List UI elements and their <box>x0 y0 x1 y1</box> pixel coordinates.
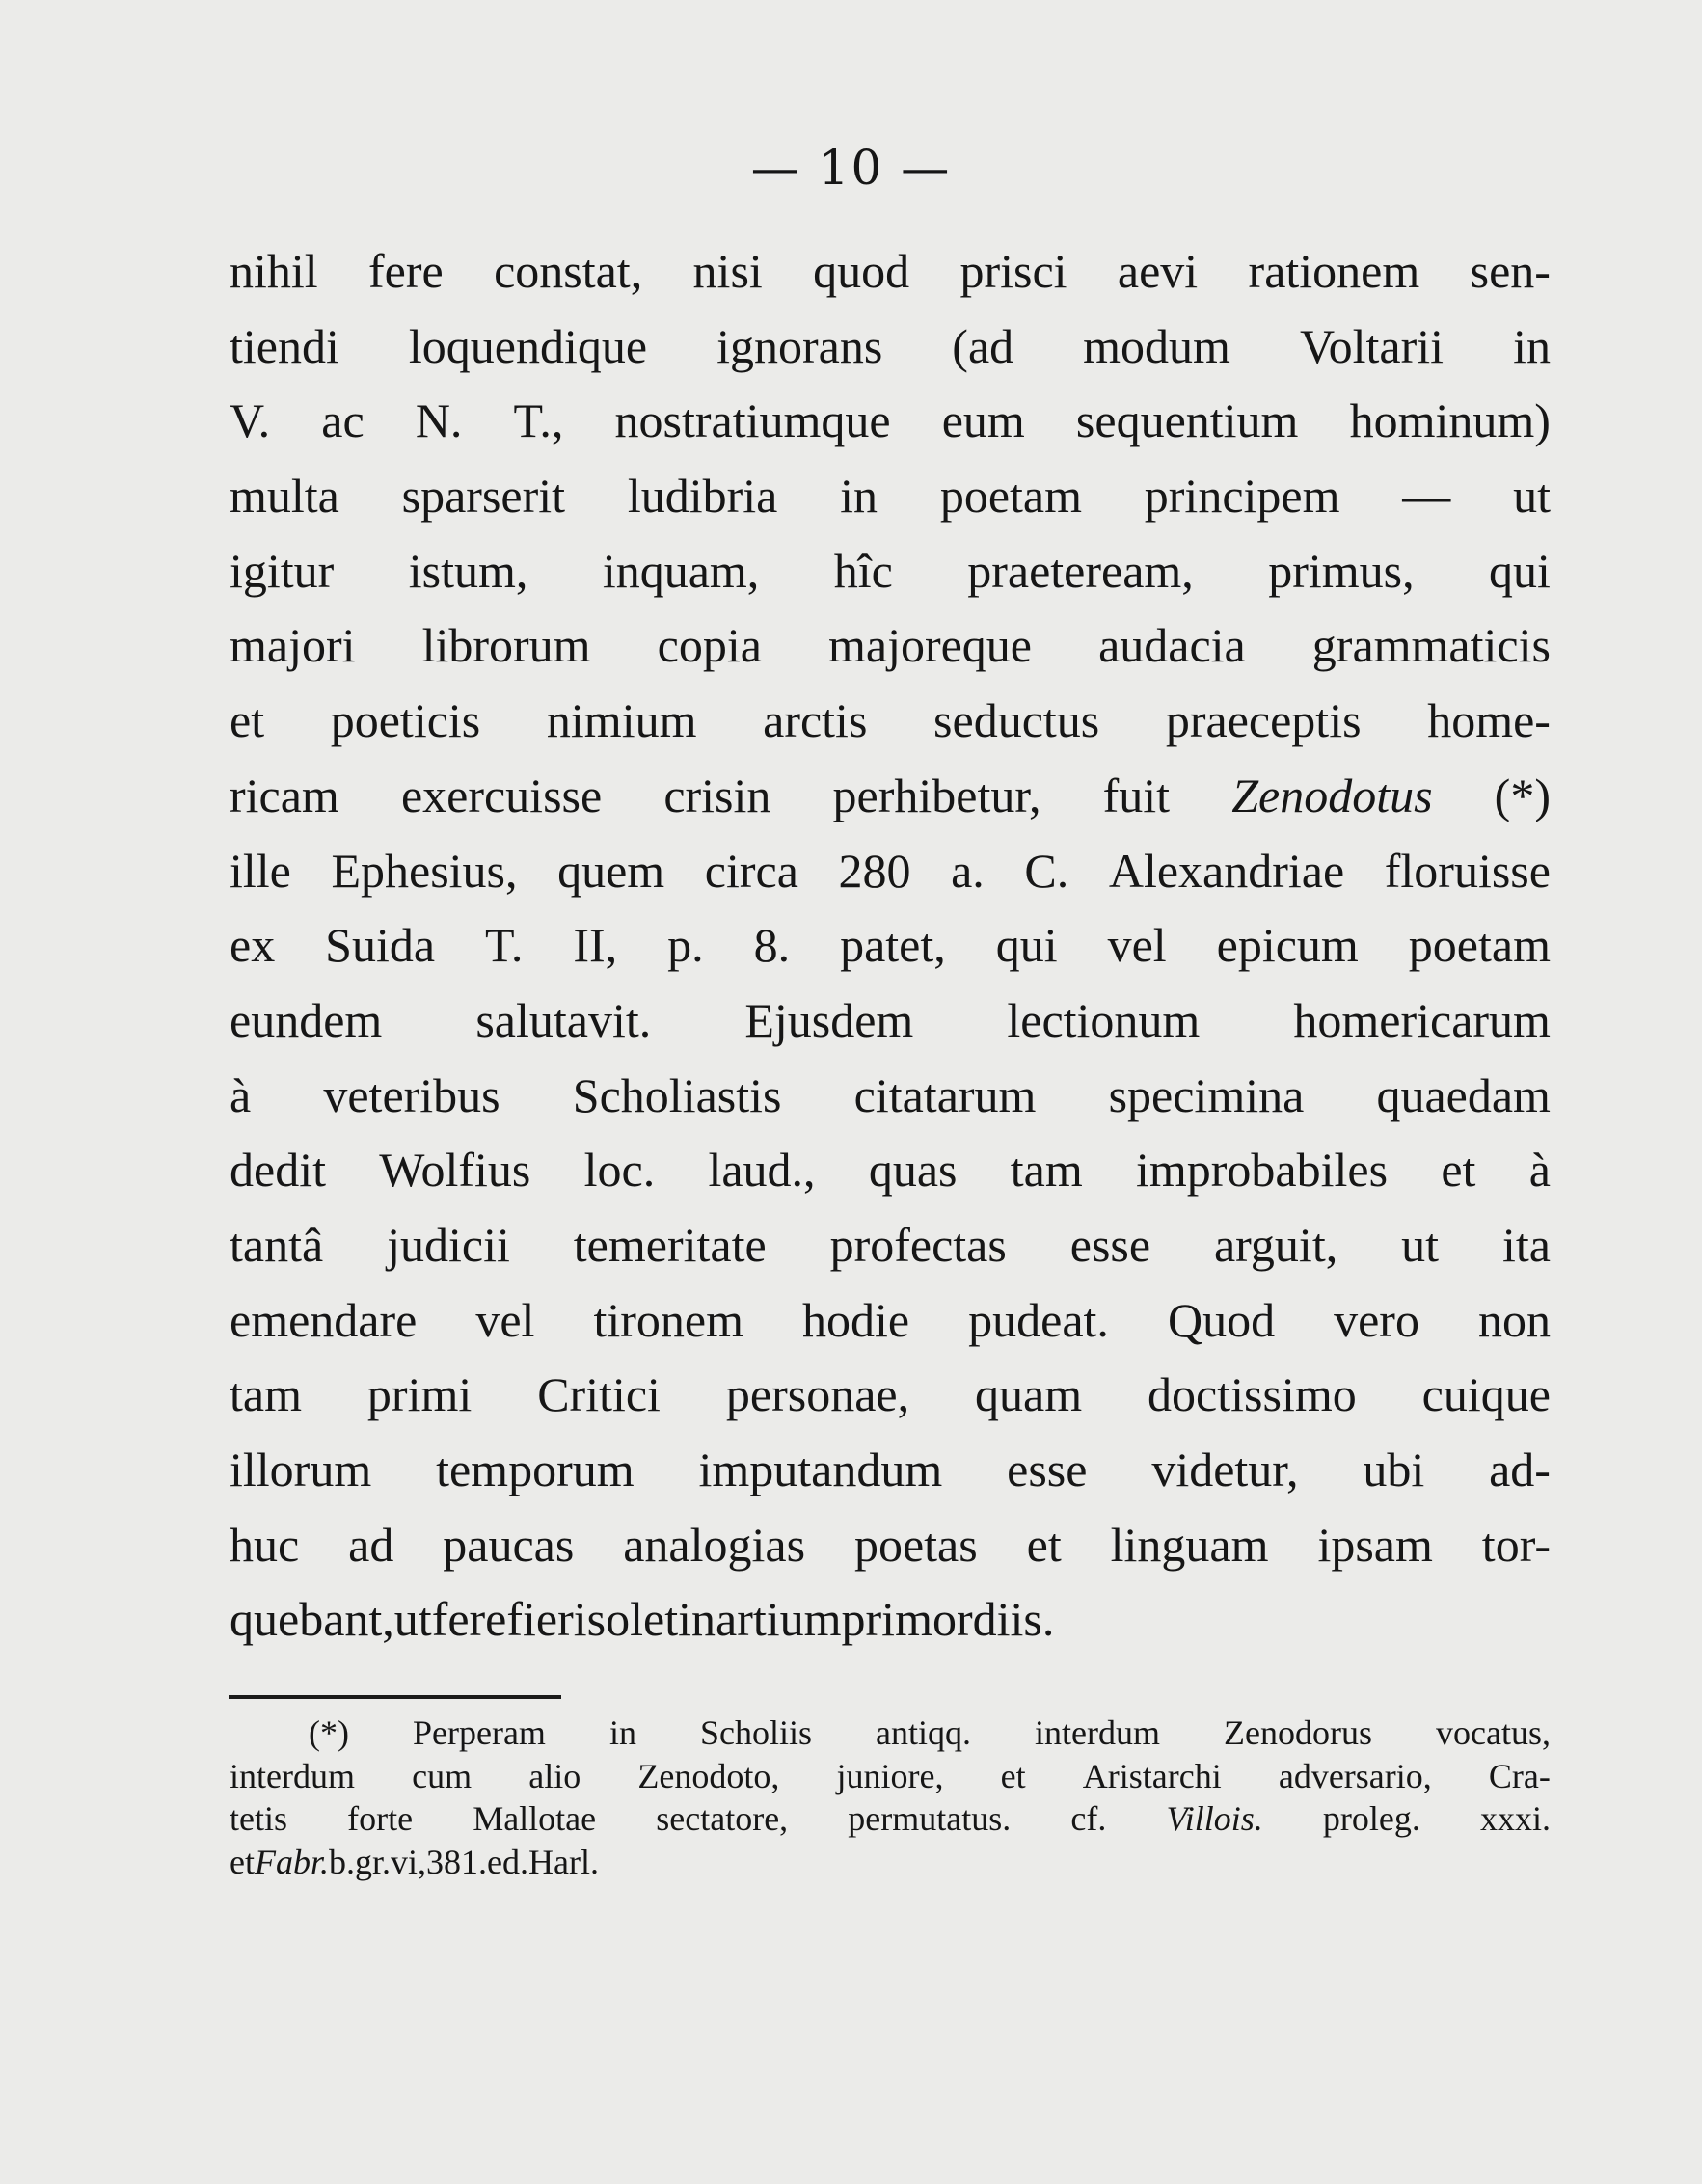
word: quebant, <box>230 1592 394 1647</box>
body-line <box>230 534 1551 609</box>
word: antiqq. <box>876 1713 971 1752</box>
word: in <box>1513 318 1551 373</box>
word: homericarum <box>1293 992 1551 1047</box>
word: poetam <box>1408 918 1551 973</box>
word: principem <box>1144 469 1340 524</box>
word: Aristarchi <box>1082 1756 1222 1795</box>
word: cf. <box>1070 1799 1107 1838</box>
word: sectatore, <box>656 1799 789 1838</box>
word: Scholiis <box>699 1713 812 1752</box>
word: emendare <box>230 1292 418 1347</box>
word: hominum) <box>1349 393 1551 448</box>
word: xxxi. <box>1479 1799 1551 1838</box>
word: Harl. <box>528 1842 599 1881</box>
word: fere <box>368 244 444 298</box>
word: à <box>1528 1143 1551 1198</box>
word: quaedam <box>1376 1067 1551 1122</box>
word: aevi <box>1117 244 1199 298</box>
word: loc. <box>583 1143 656 1198</box>
word: judicii <box>387 1217 510 1272</box>
word: ita <box>1501 1217 1551 1272</box>
word: igitur <box>230 543 335 598</box>
word: ac <box>321 393 365 448</box>
word: pudeat. <box>968 1292 1109 1347</box>
word: alio <box>528 1756 581 1795</box>
word: paucas <box>443 1517 575 1572</box>
word: quod <box>813 244 910 298</box>
word: artium <box>716 1592 842 1647</box>
word: ignorans <box>716 318 883 373</box>
word: Voltarii <box>1299 318 1445 373</box>
word: arctis <box>763 693 868 748</box>
word: citatarum <box>853 1067 1037 1122</box>
word: nostratiumque <box>614 393 891 448</box>
word: solet <box>586 1592 679 1647</box>
word: salutavit. <box>475 992 652 1047</box>
word: Mallotae <box>473 1799 597 1838</box>
word: T., <box>513 393 564 448</box>
word: crisin <box>663 768 771 822</box>
word: non <box>1477 1292 1551 1347</box>
footnote <box>230 1712 1551 1883</box>
word: veteribus <box>323 1067 500 1122</box>
word: ut <box>393 1592 432 1647</box>
body-text <box>230 234 1551 1658</box>
word: laud., <box>708 1143 816 1198</box>
word: videtur, <box>1151 1443 1299 1496</box>
word: sequentium <box>1075 393 1299 448</box>
word: vel <box>475 1292 535 1347</box>
word: prisci <box>959 244 1067 298</box>
word: qui <box>995 918 1058 973</box>
word: personae, <box>725 1367 910 1422</box>
word: home- <box>1427 693 1551 748</box>
word: inquam, <box>602 543 760 598</box>
word: C. <box>1024 843 1069 898</box>
body-line <box>230 459 1551 534</box>
word: poeticis <box>330 693 481 748</box>
word: multa <box>230 469 339 524</box>
word: cuique <box>1421 1367 1551 1422</box>
body-line <box>230 984 1551 1059</box>
body-line <box>230 1283 1551 1359</box>
footnote-rule <box>229 1695 561 1699</box>
word: p. <box>667 918 704 973</box>
word: eum <box>941 393 1025 448</box>
word: interdum <box>1035 1713 1160 1752</box>
word: fieri <box>506 1592 587 1647</box>
word: in <box>608 1713 636 1752</box>
word: copia <box>657 618 762 673</box>
word: et <box>1441 1143 1476 1198</box>
body-line <box>230 684 1551 759</box>
word: nihil <box>230 244 318 298</box>
word: II, <box>573 918 618 973</box>
word: temeritate <box>573 1217 767 1272</box>
word: imputandum <box>698 1443 943 1496</box>
word: vocatus, <box>1436 1713 1551 1752</box>
word: (*) <box>309 1713 349 1752</box>
word: cum <box>412 1756 473 1795</box>
word: audacia <box>1098 618 1246 673</box>
word: quam <box>975 1367 1083 1422</box>
word: interdum <box>230 1756 355 1795</box>
word: ubi <box>1363 1443 1425 1496</box>
word: in <box>840 469 878 524</box>
word: tantâ <box>230 1217 324 1272</box>
body-line <box>230 1582 1551 1658</box>
word: arguit, <box>1213 1217 1338 1272</box>
word: esse <box>1007 1443 1088 1496</box>
word: tam <box>1010 1143 1083 1198</box>
body-line <box>230 234 1551 310</box>
word: grammaticis <box>1311 618 1551 673</box>
word: forte <box>347 1799 414 1838</box>
word: (*) <box>1494 768 1551 822</box>
word: ad- <box>1489 1443 1551 1496</box>
word: sen- <box>1470 244 1551 298</box>
word: Wolfius <box>379 1143 531 1198</box>
body-line <box>230 608 1551 684</box>
word: Alexandriae <box>1108 843 1345 898</box>
word: praeceptis <box>1165 693 1362 748</box>
word: b. <box>329 1842 355 1881</box>
word: Fabr. <box>254 1842 329 1881</box>
word: tam <box>230 1367 302 1422</box>
word: constat, <box>494 244 643 298</box>
word: ricam <box>230 768 339 822</box>
word: librorum <box>421 618 591 673</box>
word: Zenodorus <box>1224 1713 1372 1752</box>
word: hîc <box>833 543 893 598</box>
footnote-line <box>230 1712 1551 1755</box>
word: lectionum <box>1007 992 1201 1047</box>
word: fuit <box>1102 768 1171 822</box>
word: patet, <box>840 918 946 973</box>
word: ed. <box>487 1842 529 1881</box>
word: Zenodotus <box>1231 768 1433 822</box>
word: in <box>678 1592 716 1647</box>
word: vero <box>1334 1292 1419 1347</box>
word: dedit <box>230 1143 326 1198</box>
word: seductus <box>933 693 1100 748</box>
word: ille <box>230 843 291 898</box>
word: quas <box>868 1143 958 1198</box>
word: primi <box>366 1367 473 1422</box>
word: tiendi <box>230 318 339 373</box>
word: poetas <box>853 1517 978 1572</box>
word: tironem <box>593 1292 743 1347</box>
word: quem <box>557 843 665 898</box>
word: et <box>1026 1517 1062 1572</box>
word: majori <box>230 618 356 673</box>
word: T. <box>485 918 524 973</box>
word: loquendique <box>408 318 648 373</box>
word: istum, <box>408 543 528 598</box>
word: fere <box>431 1592 507 1647</box>
word: improbabiles <box>1136 1143 1389 1198</box>
word: — <box>1402 469 1451 524</box>
word: et <box>230 693 265 748</box>
body-line <box>230 1059 1551 1134</box>
word: tor- <box>1481 1517 1551 1572</box>
body-line <box>230 1133 1551 1208</box>
word: linguam <box>1110 1517 1269 1572</box>
word: Scholiastis <box>572 1067 782 1122</box>
page-number: — 10 — <box>750 140 952 196</box>
word: Ejusdem <box>744 992 914 1047</box>
word: Villois. <box>1166 1799 1263 1838</box>
word: 280 <box>838 843 911 898</box>
word: Zenodoto, <box>637 1756 780 1795</box>
word: V. <box>230 393 271 448</box>
word: ut <box>1401 1217 1440 1272</box>
word: ipsam <box>1317 1517 1433 1572</box>
footnote-line <box>230 1841 1551 1884</box>
word: gr. <box>355 1842 392 1881</box>
word: proleg. <box>1322 1799 1420 1838</box>
word: rationem <box>1248 244 1420 298</box>
body-line <box>230 1358 1551 1433</box>
word: eundem <box>230 992 383 1047</box>
word: Ephesius, <box>331 843 518 898</box>
word: temporum <box>436 1443 635 1496</box>
word: analogias <box>623 1517 806 1572</box>
word: 8. <box>753 918 791 973</box>
word: ludibria <box>627 469 778 524</box>
word: doctissimo <box>1148 1367 1357 1422</box>
word: modum <box>1083 318 1230 373</box>
word: tetis <box>230 1799 287 1838</box>
word: 381. <box>426 1842 488 1881</box>
word: ex <box>230 918 276 973</box>
word: Cra- <box>1488 1756 1551 1795</box>
word: floruisse <box>1384 843 1551 898</box>
word: ad <box>348 1517 394 1572</box>
word: huc <box>230 1517 300 1572</box>
word: et <box>1000 1756 1026 1795</box>
word: profectas <box>829 1217 1007 1272</box>
word: circa <box>704 843 798 898</box>
word: Quod <box>1167 1292 1276 1347</box>
body-line <box>230 759 1551 834</box>
word: a. <box>951 843 985 898</box>
body-line <box>230 834 1551 909</box>
word: Critici <box>537 1367 661 1422</box>
body-line <box>230 310 1551 385</box>
word: permutatus. <box>848 1799 1012 1838</box>
word: praeteream, <box>967 543 1194 598</box>
body-line <box>230 1433 1551 1508</box>
word: illorum <box>230 1443 372 1496</box>
word: à <box>230 1067 252 1122</box>
word: vel <box>1107 918 1167 973</box>
word: primus, <box>1268 543 1415 598</box>
word: nisi <box>692 244 763 298</box>
word: specimina <box>1108 1067 1305 1122</box>
word: hodie <box>802 1292 910 1347</box>
word: Suida <box>325 918 436 973</box>
word: adversario, <box>1278 1756 1432 1795</box>
word: nimium <box>546 693 697 748</box>
body-line <box>230 908 1551 984</box>
word: majoreque <box>827 618 1032 673</box>
word: perhibetur, <box>832 768 1041 822</box>
body-line <box>230 384 1551 459</box>
body-line <box>230 1508 1551 1583</box>
word: N. <box>415 393 463 448</box>
word: primordiis. <box>841 1592 1055 1647</box>
word: exercuisse <box>400 768 603 822</box>
word: juniore, <box>836 1756 944 1795</box>
body-line <box>230 1208 1551 1283</box>
word: sparserit <box>401 469 566 524</box>
word: epicum <box>1216 918 1359 973</box>
word: qui <box>1489 543 1551 598</box>
word: esse <box>1069 1217 1151 1272</box>
word: et <box>230 1842 255 1881</box>
word: vi, <box>391 1842 427 1881</box>
footnote-line <box>230 1797 1551 1841</box>
word: ut <box>1513 469 1551 524</box>
word: poetam <box>939 469 1082 524</box>
word: (ad <box>952 318 1014 373</box>
word: Perperam <box>413 1713 546 1752</box>
footnote-line <box>230 1755 1551 1798</box>
